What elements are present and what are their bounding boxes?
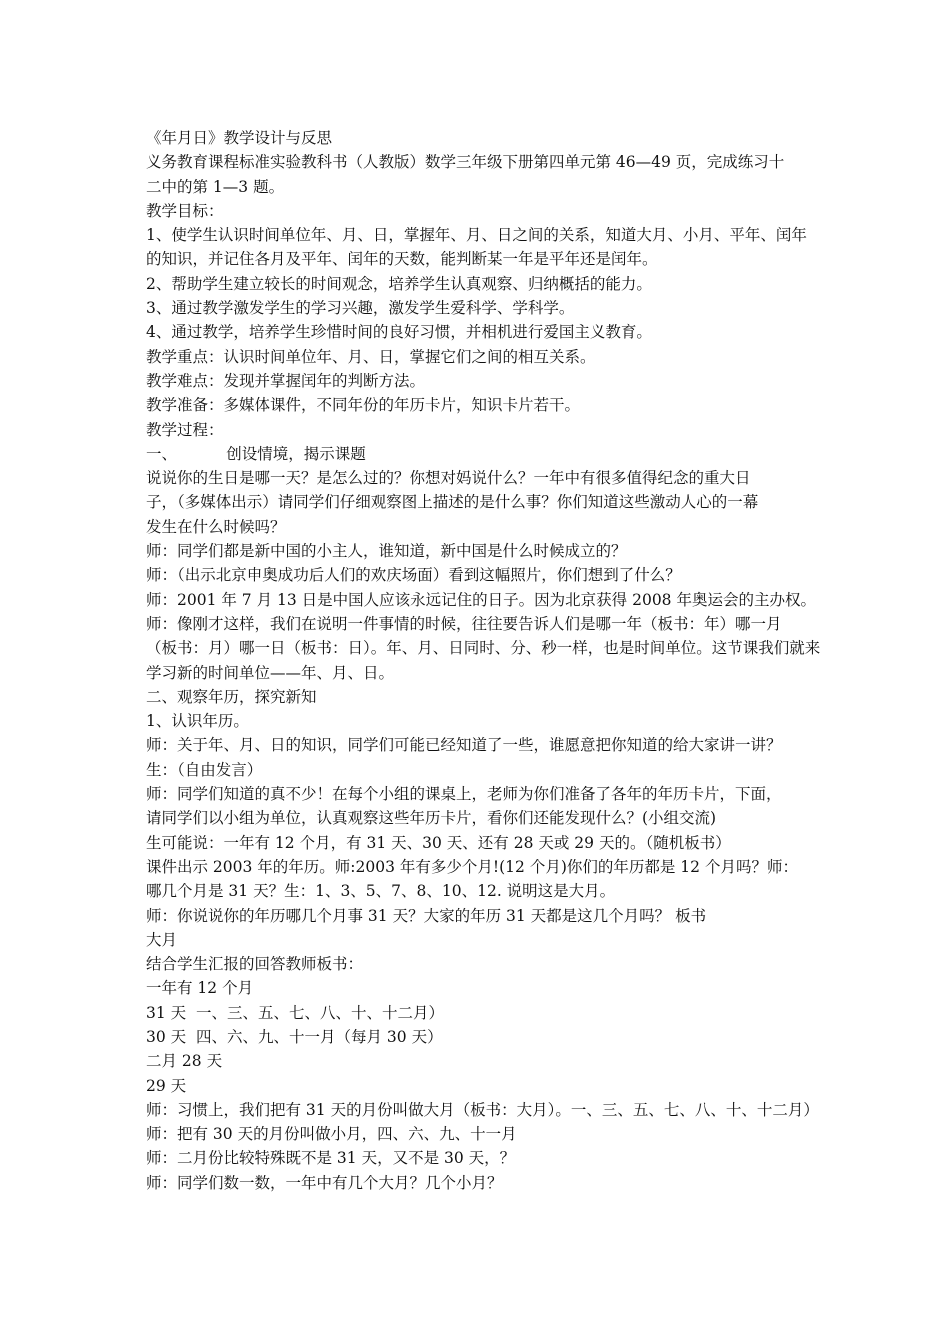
text-line: 二月 28 天 <box>146 1052 223 1071</box>
text-line: 生：（自由发言） <box>146 760 263 779</box>
text-line: 3、通过教学激发学生的学习兴趣，激发学生爱科学、学科学。 <box>146 299 575 318</box>
text-line: 教学难点：发现并掌握闰年的判断方法。 <box>146 371 426 390</box>
text-line: 2、帮助学生建立较长的时间观念，培养学生认真观察、归纳概括的能力。 <box>146 274 652 293</box>
text-line: 结合学生汇报的回答教师板书： <box>146 955 364 974</box>
text-line: 哪几个月是 31 天？生：1、3、5、7、8、10、12. 说明这是大月。 <box>146 882 616 901</box>
text-line: 29 天 <box>146 1076 187 1095</box>
text-line: 师：像刚才这样，我们在说明一件事情的时候，往往要告诉人们是哪一年（板书：年）哪一月 <box>146 614 782 633</box>
text-line: 一年有 12 个月 <box>146 979 254 998</box>
text-line: 大月 <box>146 930 178 949</box>
text-line: 31 天 一、三、五、七、八、十、十二月） <box>146 1003 445 1022</box>
text-line: 1、使学生认识时间单位年、月、日，掌握年、月、日之间的关系，知道大月、小月、平年、闰年 <box>146 226 807 245</box>
text-line: 的知识，并记住各月及平年、闰年的天数，能判断某一年是平年还是闰年。 <box>146 250 658 269</box>
text-line: 师：习惯上，我们把有 31 天的月份叫做大月（板书：大月）。一、三、五、七、八、十、十二月） <box>146 1100 819 1119</box>
text-line: 说说你的生日是哪一天？是怎么过的？你想对妈说什么？一年中有很多值得纪念的重大日 <box>146 469 751 488</box>
text-line: 生可能说：一年有 12 个月，有 31 天、30 天、还有 28 天或 29 天的。（随机板书） <box>146 833 731 852</box>
text-line: 师：同学们知道的真不少！在每个小组的课桌上，老师为你们准备了各年的年历卡片，下面， <box>146 785 782 804</box>
text-line: 师：同学们都是新中国的小主人，谁知道，新中国是什么时候成立的？ <box>146 542 627 561</box>
text-line: 学习新的时间单位——年、月、日。 <box>146 663 395 682</box>
text-line: 师：你说说你的年历哪几个月事 31 天？大家的年历 31 天都是这几个月吗？ 板书 <box>146 906 707 925</box>
text-line: 4、通过教学，培养学生珍惜时间的良好习惯，并相机进行爱国主义教育。 <box>146 323 652 342</box>
text-line: 教学准备：多媒体课件，不同年份的年历卡片，知识卡片若干。 <box>146 396 581 415</box>
text-line: 1、认识年历。 <box>146 712 249 731</box>
text-line: 子，（多媒体出示）请同学们仔细观察图上描述的是什么事？你们知道这些激动人心的一幕 <box>146 493 759 512</box>
text-line: 师：（出示北京申奥成功后人们的欢庆场面）看到这幅照片，你们想到了什么？ <box>146 566 681 585</box>
text-line: 师：二月份比较特殊既不是 31 天，又不是 30 天，？ <box>146 1149 516 1168</box>
text-line: 师：关于年、月、日的知识，同学们可能已经知道了一些，谁愿意把你知道的给大家讲一讲？ <box>146 736 782 755</box>
document-body <box>146 126 836 1195</box>
document-title: 《年月日》教学设计与反思 <box>146 129 333 147</box>
section-heading: 教学目标： <box>146 201 224 220</box>
section-heading: 二、观察年历，探究新知 <box>146 687 317 706</box>
section-heading: 教学过程： <box>146 420 224 439</box>
text-line: 义务教育课程标准实验教科书（人教版）数学三年级下册第四单元第 46—49 页，完成练习十 <box>146 153 785 172</box>
text-line: 师：把有 30 天的月份叫做小月，四、六、九、十一月 <box>146 1125 517 1144</box>
text-line: 二中的第 1—3 题。 <box>146 177 285 196</box>
text-line: 请同学们以小组为单位，认真观察这些年历卡片，看你们还能发现什么？(小组交流) <box>146 809 717 828</box>
section-heading: 一、 创设情境，揭示课题 <box>146 444 366 463</box>
text-line: （板书：月）哪一日（板书：日）。年、月、日同时、分、秒一样，也是时间单位。这节课我们就来 <box>146 639 821 658</box>
text-line: 30 天 四、六、九、十一月（每月 30 天） <box>146 1027 443 1046</box>
text-line: 教学重点：认识时间单位年、月、日，掌握它们之间的相互关系。 <box>146 347 596 366</box>
text-line: 师：同学们数一数，一年中有几个大月？几个小月？ <box>146 1173 503 1192</box>
text-line: 师：2001 年 7 月 13 日是中国人应该永远记住的日子。因为北京获得 2008 年奥运会的主办权。 <box>146 590 816 609</box>
text-line: 发生在什么时候吗？ <box>146 517 286 536</box>
text-line: 课件出示 2003 年的年历。师:2003 年有多少个月!(12 个月)你们的年历都是 12 个月吗？师： <box>146 857 798 876</box>
